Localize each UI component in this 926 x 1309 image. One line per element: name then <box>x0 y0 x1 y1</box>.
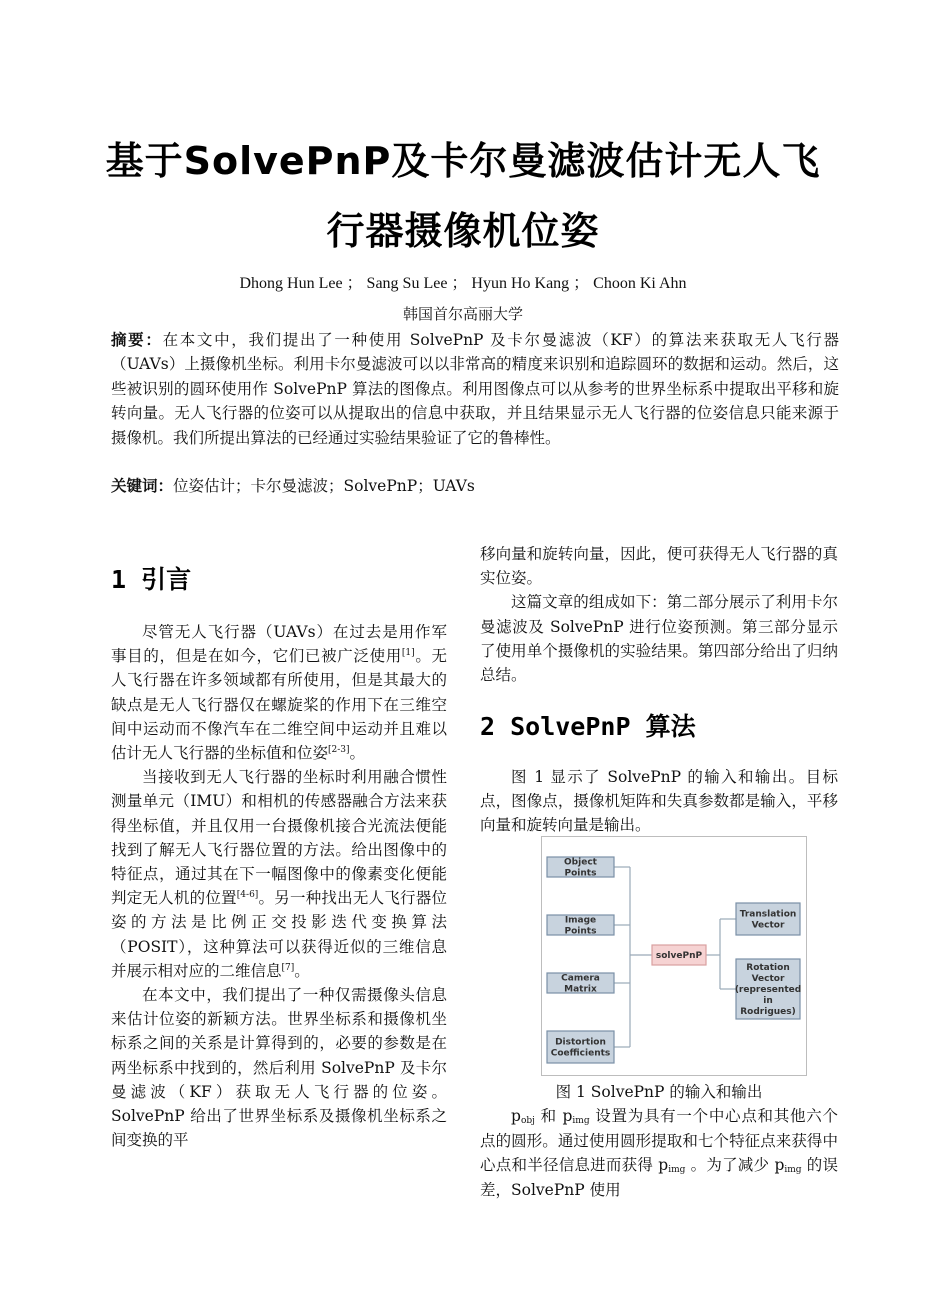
symbol-p: p <box>562 1107 573 1125</box>
image-points-box-label: Points <box>564 926 597 937</box>
camera-matrix-box-label: Camera <box>561 973 600 984</box>
right-column-top <box>480 542 838 687</box>
citation-2-3: [2-3] <box>328 745 350 756</box>
intro-paragraph-3-continued: 移向量和旋转向量，因此，便可获得无人飞行器的真实位姿。 <box>480 545 838 588</box>
author-list: Dhong Hun Lee ； Sang Su Lee ； Hyun Ho Kang ； Choon Ki Ahn <box>239 275 687 292</box>
translation-vector-box-label: Vector <box>751 920 785 931</box>
text-span: 。 <box>349 744 366 763</box>
rotation-vector-box-label: (represented <box>734 985 802 996</box>
input-boxes <box>547 857 614 1063</box>
paper-title-line-1: 基于SolvePnP及卡尔曼滤波估计无人飞 <box>105 139 821 183</box>
translation-vector-box <box>736 903 800 935</box>
post-figure-paragraph <box>480 1104 838 1202</box>
keywords-label: 关键词： <box>111 477 174 495</box>
object-points-box-label: Points <box>564 868 597 879</box>
rotation-vector-box-label: in <box>763 996 773 1007</box>
distortion-coefficients-box <box>547 1031 614 1063</box>
subscript-img: img <box>784 1165 802 1176</box>
solvepnp-diagram-svg <box>542 837 806 1075</box>
abstract <box>111 328 839 450</box>
section-1-heading: 1 引言 <box>111 565 192 594</box>
camera-matrix-box-label: Matrix <box>564 984 597 995</box>
object-points-box <box>547 857 614 879</box>
text-span: 当接收到无人飞行器的坐标时利用融合惯性测量单元（IMU）和相机的传感器融合方法来获得坐标值，并且仅用一台摄像机接合光流法便能找到了解无人飞行器位置的方法。给出图像中的特征点，通过其在下一幅图像中的像素变化便能判定无人机的位置 <box>111 768 447 908</box>
object-points-box-label: Object <box>564 857 597 868</box>
section-2-body <box>480 765 838 838</box>
rotation-vector-box-label: Rotation <box>746 963 790 974</box>
text-span: 。为了减少 <box>685 1156 775 1175</box>
abstract-label: 摘要： <box>111 331 163 349</box>
symbol-p: p <box>658 1156 669 1175</box>
center-node <box>652 945 706 965</box>
left-column <box>111 620 447 1152</box>
camera-matrix-box <box>547 973 614 995</box>
subscript-obj: obj <box>520 1116 535 1126</box>
subscript-img: img <box>572 1116 590 1126</box>
symbol-p: p <box>774 1156 785 1175</box>
section-2-heading: 2 SolvePnP 算法 <box>480 712 696 741</box>
affiliation: 韩国首尔高丽大学 <box>402 305 523 323</box>
section-2-paragraph-1: 图 1 显示了 SolvePnP 的输入和输出。目标点，图像点，摄像机矩阵和失真参数都是输入，平移向量和旋转向量是输出。 <box>480 768 838 835</box>
abstract-text: 在本文中，我们提出了一种使用 SolvePnP 及卡尔曼滤波（KF）的算法来获取无人飞行器（UAVs）上摄像机坐标。利用卡尔曼滤波可以以非常高的精度来识别和追踪圆环的数据和运动。然后，这些被识别的圆环使用作 SolvePnP 算法的图像点。利用图像点可以从参考的世界坐标系中提取出平移和旋转向量。无人飞行器的位姿可以从提取出的信息中获取，并且结果显示无人飞行器的位姿信息只能来源于摄像机。我们所提出算法的已经通过实验结果验证了它的鲁棒性。 <box>111 331 839 447</box>
solvepnp-box <box>652 945 706 965</box>
distortion-coefficients-box-label: Coefficients <box>550 1048 611 1059</box>
output-boxes <box>735 903 801 1019</box>
citation-1: [1] <box>401 648 415 659</box>
intro-paragraph-2 <box>111 765 447 983</box>
text-span: 的误差，SolvePnP 使用 <box>480 1156 838 1199</box>
text-span: 。无人飞行器在许多领域都有所使用，但是其最大的缺点是无人飞行器仅在螺旋桨的作用下在三维空间中运动而不像汽车在二维空间中运动并且难以估计无人飞行器的坐标值和位姿 <box>111 647 447 763</box>
text-span: 。 <box>294 961 310 980</box>
translation-vector-box-label: Translation <box>739 909 797 920</box>
citation-4-6: [4-6] <box>236 890 259 901</box>
keywords-text: 位姿估计；卡尔曼滤波；SolvePnP；UAVs <box>173 477 475 495</box>
text-span: 设置为具有一个中心点和其他六个点的圆形。通过使用圆形提取和七个特征点来获得中心点和半径信息进而获得 <box>480 1107 838 1175</box>
citation-7: [7] <box>281 962 295 973</box>
symbol-p: p <box>511 1107 521 1125</box>
solvepnp-diagram <box>541 836 807 1076</box>
solvepnp-box-label: solvePnP <box>655 951 703 962</box>
text-span: 尽管无人飞行器（UAVs）在过去是用作军事目的，但是在如今，它们已被广泛使用 <box>111 623 447 666</box>
text-span: 。另一种找出无人飞行器位姿的方法是比例正交投影迭代变换算法（POSIT），这种算法可以获得近似的三维信息并展示相对应的二维信息 <box>111 889 447 980</box>
figure-caption: 图 1 SolvePnP 的输入和输出 <box>555 1083 763 1101</box>
image-points-box-label: Image <box>564 915 597 926</box>
image-points-box <box>547 915 614 937</box>
subscript-img: img <box>668 1165 686 1176</box>
intro-paragraph-1 <box>111 620 447 765</box>
intro-paragraph-4: 这篇文章的组成如下：第二部分展示了利用卡尔曼滤波及 SolvePnP 进行位姿预测。第三部分显示了使用单个摄像机的实验结果。第四部分给出了归纳总结。 <box>480 593 838 685</box>
distortion-coefficients-box-label: Distortion <box>555 1037 606 1048</box>
rotation-vector-box <box>735 959 801 1019</box>
rotation-vector-box-label: Rodrigues) <box>740 1007 796 1018</box>
intro-paragraph-3: 在本文中，我们提出了一种仅需摄像头信息来估计位姿的新颖方法。世界坐标系和摄像机坐标系之间的关系是计算得到的，必要的参数是在两坐标系中找到的，然后利用 SolvePnP 及卡尔曼滤波（KF）获取无人飞行器的位姿。SolvePnP 给出了世界坐标系及摄像机坐标系之间变换的平 <box>111 986 447 1150</box>
text-span: 和 <box>534 1107 563 1125</box>
keywords <box>111 474 839 498</box>
paper-title-line-2: 行器摄像机位姿 <box>326 209 600 253</box>
rotation-vector-box-label: Vector <box>751 974 785 985</box>
